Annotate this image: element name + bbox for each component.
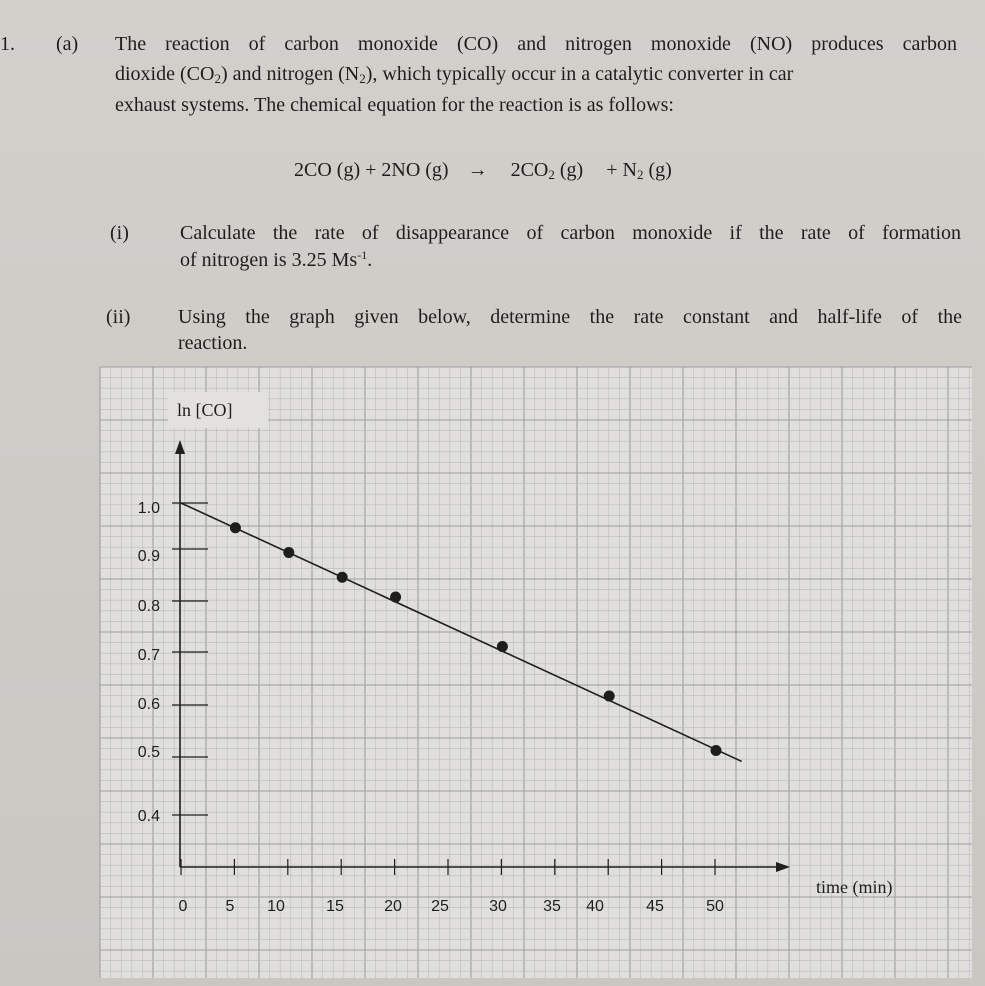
x-tick-label: 5 [225,898,235,915]
x-tick-label: 20 [384,898,402,915]
equation-product-2-state: (g) [643,159,672,181]
subquestion-ii-line-1: Using the graph given below, determine the rate constant and half-life of the [178,306,962,328]
x-tick-label: 15 [326,898,344,915]
y-axis-title: ln [CO] [177,400,233,420]
n2-subscript: 2 [359,71,366,86]
x-tick-label: 30 [489,898,507,915]
y-tick-label: 0.6 [137,696,160,713]
subquestion-i-period: . [367,249,373,271]
intro-line-1: The reaction of carbon monoxide (CO) and nitrogen monoxide (NO) produces carbon [115,33,957,55]
data-point [711,745,722,756]
x-axis-title: time (min) [816,877,893,897]
intro-line-3: exhaust systems. The chemical equation for the reaction is as follows: [115,94,674,116]
x-tick-label: 0 [178,898,188,915]
data-point [497,641,508,652]
subquestion-i-line-1: Calculate the rate of disappearance of carbon monoxide if the rate of formation [180,222,961,244]
intro-line-2a: dioxide (CO [115,63,215,85]
data-point [283,547,294,558]
equation-reactants: 2CO (g) + 2NO (g) [294,159,449,181]
intro-line-2b: ) and nitrogen (N [220,63,360,85]
y-tick-label: 0.4 [137,808,160,825]
equation-product-2: + N [606,159,637,181]
equation-product-1-state: (g) [554,159,584,181]
subquestion-ii-label: (ii) [106,306,131,328]
subquestion-i-text: of nitrogen is 3.25 Ms [180,249,358,271]
x-tick-label: 50 [706,898,724,915]
equation-product-2-subscript: 2 [636,167,644,182]
y-tick-label: 1.0 [137,500,160,517]
y-tick-label: 0.7 [137,647,160,664]
co2-subscript: 2 [214,71,221,86]
equation-product-1: 2CO [510,159,549,181]
x-tick-label: 45 [646,898,664,915]
x-tick-label: 40 [586,898,604,915]
unit-superscript: -1 [357,248,368,262]
data-point [337,572,348,583]
x-tick-label: 25 [431,898,449,915]
y-tick-label: 0.8 [137,598,160,615]
data-point [604,691,615,702]
y-tick-label: 0.5 [137,744,160,761]
reaction-arrow: → [467,159,488,181]
question-number: 1. [0,33,15,55]
equation-product-1-subscript: 2 [548,167,555,182]
x-tick-label: 35 [543,898,561,915]
data-point [390,592,401,603]
part-label: (a) [56,33,79,55]
x-tick-label: 10 [267,898,285,915]
intro-line-2c: ), which typically occur in a catalytic converter in car [365,63,794,85]
y-tick-label: 0.9 [137,548,160,565]
subquestion-i-label: (i) [110,222,129,244]
subquestion-ii-line-2: reaction. [178,332,248,354]
data-point [230,522,241,533]
